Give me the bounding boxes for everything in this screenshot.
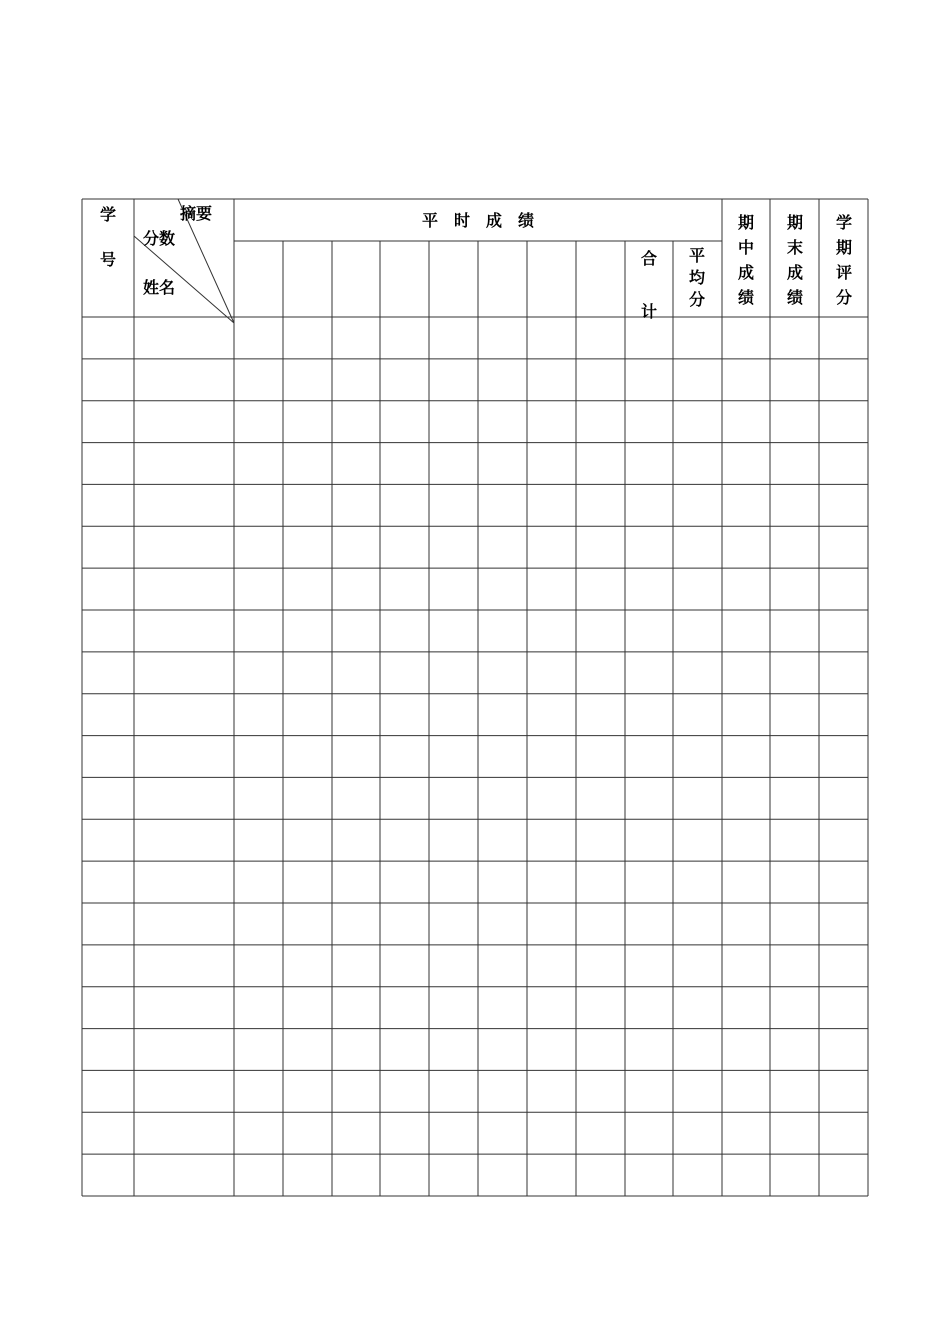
midterm-char-2: 中 bbox=[737, 238, 754, 257]
diagonal-label-name: 姓名 bbox=[143, 278, 176, 297]
midterm-header bbox=[734, 210, 758, 310]
total-char-2: 计 bbox=[640, 302, 657, 321]
semester-char-4: 分 bbox=[835, 288, 852, 307]
final-char-4: 绩 bbox=[786, 288, 803, 307]
semester-char-1: 学 bbox=[835, 213, 852, 232]
student-number-char-1: 学 bbox=[99, 205, 116, 224]
final-char-1: 期 bbox=[786, 213, 803, 232]
midterm-char-4: 绩 bbox=[737, 288, 754, 307]
student-number-char-2: 号 bbox=[99, 250, 116, 269]
student-number-header bbox=[96, 202, 120, 270]
diagonal-label-summary: 摘要 bbox=[180, 204, 213, 223]
semester-score-header bbox=[832, 210, 856, 310]
midterm-char-3: 成 bbox=[737, 263, 754, 282]
final-char-3: 成 bbox=[786, 263, 803, 282]
total-header bbox=[637, 246, 661, 322]
semester-char-3: 评 bbox=[835, 263, 852, 282]
semester-char-2: 期 bbox=[835, 238, 852, 257]
average-char-1: 平 bbox=[688, 246, 705, 265]
midterm-char-1: 期 bbox=[737, 213, 754, 232]
average-header bbox=[685, 245, 709, 311]
final-char-2: 末 bbox=[786, 238, 803, 257]
average-char-2: 均 bbox=[688, 268, 705, 287]
usual-score-header: 平 时 成 绩 bbox=[421, 211, 534, 230]
final-header bbox=[783, 210, 807, 310]
total-char-1: 合 bbox=[640, 249, 657, 268]
average-char-3: 分 bbox=[688, 290, 705, 309]
diagonal-label-score: 分数 bbox=[143, 229, 176, 248]
